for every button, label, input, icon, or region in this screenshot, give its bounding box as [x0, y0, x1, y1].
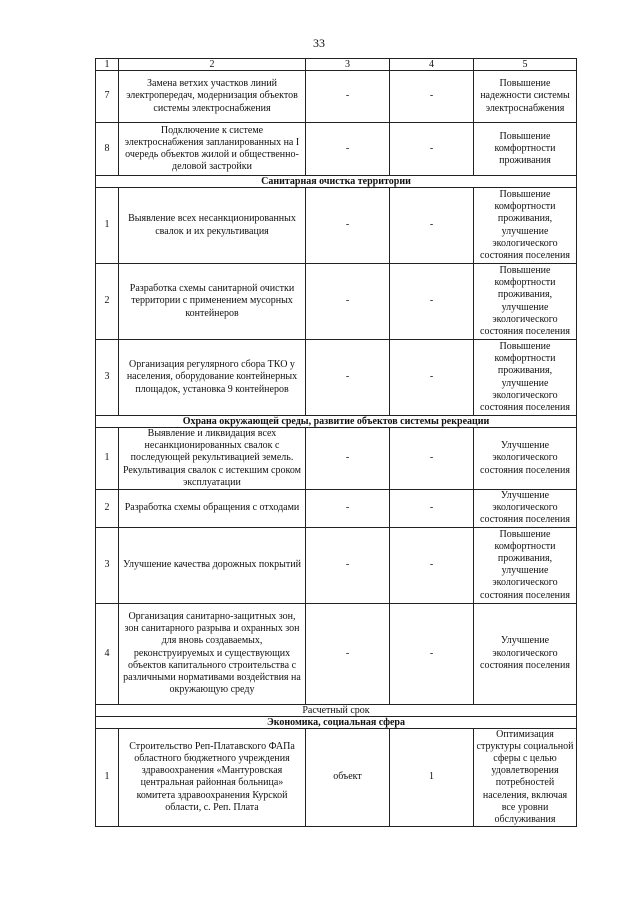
cell-qty: - [390, 188, 474, 264]
cell-desc: Организация санитарно-защитных зон, зон санитарного разрыва и охранных зон для вновь создаваемых, реконструируемых и существующих объектов капитального строительства с различными нормативами воздействия на окружающую среду [119, 603, 306, 704]
section-header-row [96, 176, 577, 188]
cell-result: Улучшение экологического состояния поселения [474, 490, 577, 528]
period-row [96, 704, 577, 716]
cell-unit: - [306, 428, 390, 490]
column-header: 4 [390, 59, 474, 71]
cell-qty: - [390, 490, 474, 528]
cell-desc: Выявление и ликвидация всех несанкционированных свалок с последующей рекультивацией земель. Рекультивация свалок с истекшим сроком эксплуатации [119, 428, 306, 490]
section-title: Экономика, социальная сфера [96, 716, 577, 728]
cell-result: Улучшение экологического состояния поселения [474, 603, 577, 704]
cell-unit: - [306, 123, 390, 176]
cell-desc: Организация регулярного сбора ТКО у населения, оборудование контейнерных площадок, установка 9 контейнеров [119, 340, 306, 416]
cell-qty: - [390, 527, 474, 603]
cell-desc: Подключение к системе электроснабжения запланированных на I очередь объектов жилой и общественно-деловой застройки [119, 123, 306, 176]
cell-unit: - [306, 603, 390, 704]
cell-unit: - [306, 188, 390, 264]
cell-result: Повышение комфортности проживания [474, 123, 577, 176]
column-header: 2 [119, 59, 306, 71]
table-row [96, 188, 577, 264]
table-row [96, 527, 577, 603]
cell-desc: Замена ветхих участков линий электропередач, модернизация объектов системы электроснабжения [119, 71, 306, 123]
table-row [96, 603, 577, 704]
cell-num: 1 [96, 428, 119, 490]
cell-desc: Разработка схемы санитарной очистки территории с применением мусорных контейнеров [119, 264, 306, 340]
cell-num: 3 [96, 340, 119, 416]
cell-qty: - [390, 123, 474, 176]
table-header-row [96, 59, 577, 71]
cell-num: 1 [96, 728, 119, 827]
cell-qty: - [390, 340, 474, 416]
section-title: Санитарная очистка территории [96, 176, 577, 188]
table-row [96, 123, 577, 176]
cell-qty: - [390, 603, 474, 704]
column-header: 1 [96, 59, 119, 71]
section-header-row [96, 416, 577, 428]
cell-unit: - [306, 71, 390, 123]
cell-result: Повышение комфортности проживания, улучшение экологического состояния поселения [474, 527, 577, 603]
cell-num: 2 [96, 490, 119, 528]
cell-num: 8 [96, 123, 119, 176]
cell-result: Повышение комфортности проживания, улучшение экологического состояния поселения [474, 264, 577, 340]
cell-unit: - [306, 527, 390, 603]
cell-num: 4 [96, 603, 119, 704]
cell-qty: - [390, 264, 474, 340]
cell-desc: Разработка схемы обращения с отходами [119, 490, 306, 528]
table-row [96, 71, 577, 123]
cell-desc: Выявление всех несанкционированных свалок и их рекультивация [119, 188, 306, 264]
cell-result: Оптимизация структуры социальной сферы с целью удовлетворения потребностей населения, включая все уровни обслуживания [474, 728, 577, 827]
cell-qty: - [390, 428, 474, 490]
column-header: 3 [306, 59, 390, 71]
cell-result: Повышение комфортности проживания, улучшение экологического состояния поселения [474, 340, 577, 416]
table-row [96, 728, 577, 827]
cell-result: Повышение надежности системы электроснабжения [474, 71, 577, 123]
cell-qty: - [390, 71, 474, 123]
section-title: Охрана окружающей среды, развитие объектов системы рекреации [96, 416, 577, 428]
table-row [96, 264, 577, 340]
table-row [96, 428, 577, 490]
table-row [96, 340, 577, 416]
cell-unit: объект [306, 728, 390, 827]
cell-result: Повышение комфортности проживания, улучшение экологического состояния поселения [474, 188, 577, 264]
cell-unit: - [306, 264, 390, 340]
cell-num: 2 [96, 264, 119, 340]
cell-qty: 1 [390, 728, 474, 827]
cell-unit: - [306, 340, 390, 416]
cell-num: 7 [96, 71, 119, 123]
page-number: 33 [313, 36, 325, 50]
period-title: Расчетный срок [96, 704, 577, 716]
cell-num: 3 [96, 527, 119, 603]
measures-table [95, 58, 577, 827]
column-header: 5 [474, 59, 577, 71]
cell-desc: Строительство Реп-Платавского ФАПа областного бюджетного учреждения здравоохранения «Мантуровская центральная районная больница» комитета здравоохранения Курской области, с. Реп. Плата [119, 728, 306, 827]
cell-num: 1 [96, 188, 119, 264]
section-header-row [96, 716, 577, 728]
cell-unit: - [306, 490, 390, 528]
cell-desc: Улучшение качества дорожных покрытий [119, 527, 306, 603]
cell-result: Улучшение экологического состояния поселения [474, 428, 577, 490]
table-row [96, 490, 577, 528]
